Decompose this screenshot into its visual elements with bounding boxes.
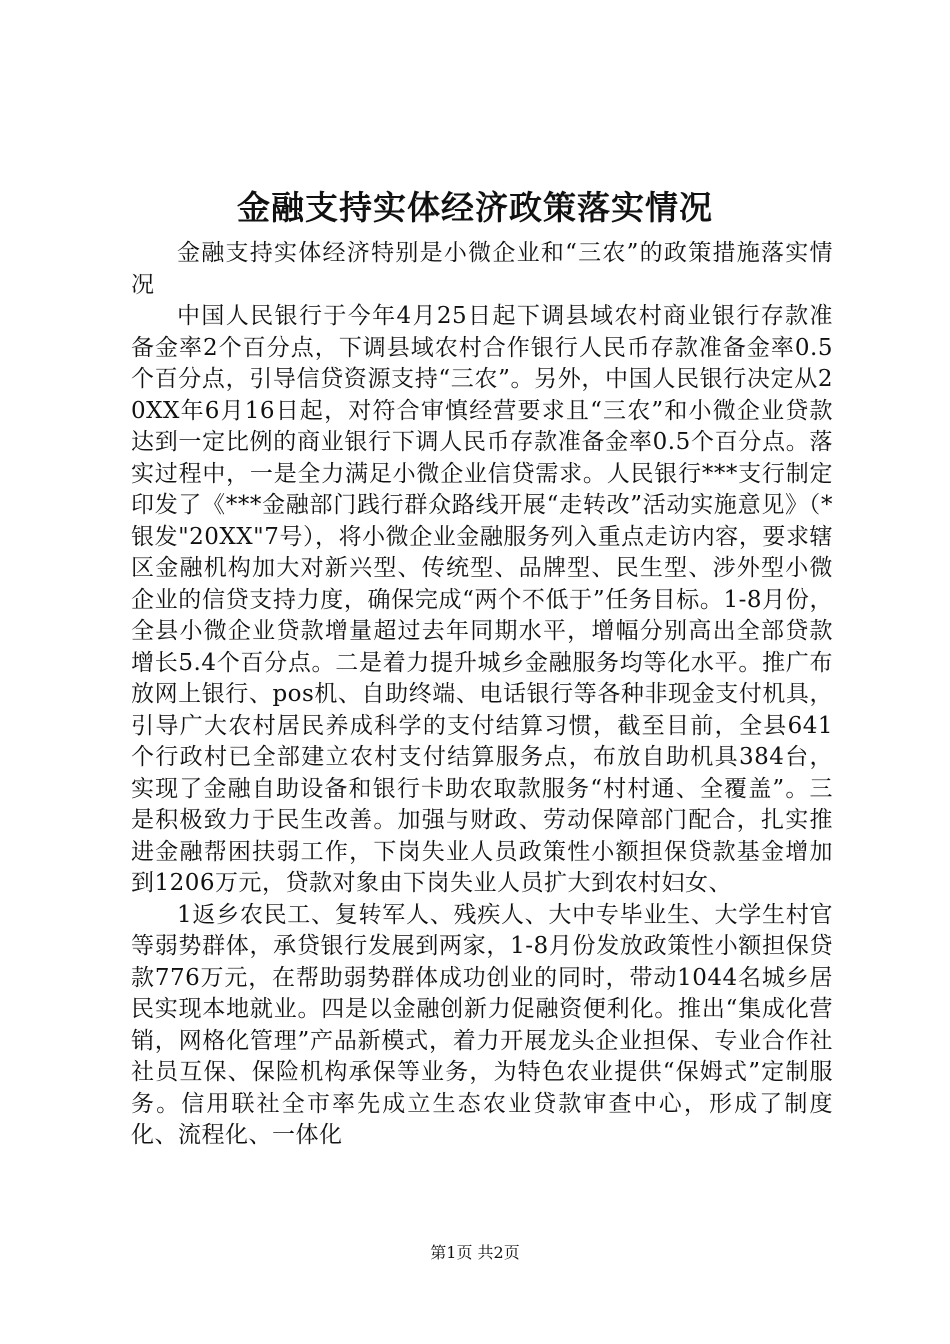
paragraph-subtitle: 金融支持实体经济特别是小微企业和“三农”的政策措施落实情况	[131, 240, 833, 298]
document-body	[131, 238, 833, 1152]
paragraph-policy-details: 中国人民银行于今年4月25日起下调县域农村商业银行存款准备金率2个百分点，下调县域农村合作银行人民币存款准备金率0.5个百分点，引导信贷资源支持“三农”。另外，中国人民银行决定从20XX年6月16日起，对符合审慎经营要求且“三农”和小微企业贷款达到一定比例的商业银行下调人民币存款准备金率0.5个百分点。落实过程中，一是全力满足小微企业信贷需求。人民银行***支行制定印发了《***金融部门践行群众路线开展“走转改”活动实施意见》（*银发"20XX"7号），将小微企业金融服务列入重点走访内容，要求辖区金融机构加大对新兴型、传统型、品牌型、民生型、涉外型小微企业的信贷支持力度，确保完成“两个不低于”任务目标。1-8月份，全县小微企业贷款增量超过去年同期水平，增幅分别高出全部贷款增长5.4个百分点。二是着力提升城乡金融服务均等化水平。推广布放网上银行、pos机、自助终端、电话银行等各种非现金支付机具，引导广大农村居民养成科学的支付结算习惯，截至目前，全县641个行政村已全部建立农村支付结算服务点，布放自助机具384台，实现了金融自助设备和银行卡助农取款服务“村村通、全覆盖”。三是积极致力于民生改善。加强与财政、劳动保障部门配合，扎实推进金融帮困扶弱工作，下岗失业人员政策性小额担保贷款基金增加到1206万元，贷款对象由下岗失业人员扩大到农村妇女、	[131, 303, 833, 896]
paragraph-continuation: 1返乡农民工、复转军人、残疾人、大中专毕业生、大学生村官等弱势群体，承贷银行发展到两家，1-8月份发放政策性小额担保贷款776万元，在帮助弱势群体成功创业的同时，带动1044名城乡居民实现本地就业。四是以金融创新力促融资便利化。推出“集成化营销，网格化管理”产品新模式，着力开展龙头企业担保、专业合作社社员互保、保险机构承保等业务，为特色农业提供“保姆式”定制服务。信用联社全市率先成立生态农业贷款审查中心，形成了制度化、流程化、一体化	[131, 901, 833, 1148]
page-footer: 第1页 共2页	[430, 1243, 520, 1262]
document-title: 金融支持实体经济政策落实情况	[237, 188, 713, 227]
